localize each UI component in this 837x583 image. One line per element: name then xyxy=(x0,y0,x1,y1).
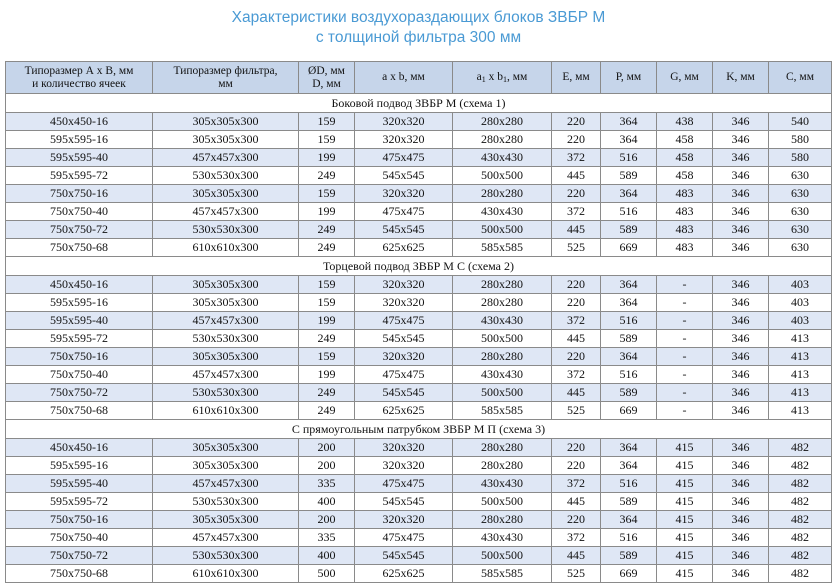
table-cell: 483 xyxy=(657,221,713,239)
table-cell: 346 xyxy=(713,384,769,402)
table-cell: 589 xyxy=(601,547,657,565)
table-cell: 500x500 xyxy=(453,547,552,565)
table-cell: 305x305x300 xyxy=(153,348,299,366)
table-cell: 482 xyxy=(769,547,832,565)
table-cell: 346 xyxy=(713,475,769,493)
table-cell: - xyxy=(657,330,713,348)
table-cell: 220 xyxy=(552,276,601,294)
table-cell: 199 xyxy=(299,366,355,384)
table-cell: 430x430 xyxy=(453,312,552,330)
table-cell: 475x475 xyxy=(355,312,453,330)
table-cell: 280x280 xyxy=(453,113,552,131)
table-cell: 625x625 xyxy=(355,239,453,257)
table-row xyxy=(6,131,832,149)
table-cell: 516 xyxy=(601,529,657,547)
header-filter-size: Типоразмер фильтра, мм xyxy=(153,62,299,94)
table-cell: 346 xyxy=(713,203,769,221)
table-cell: 482 xyxy=(769,457,832,475)
table-cell: 482 xyxy=(769,511,832,529)
table-cell: 430x430 xyxy=(453,475,552,493)
table-cell: 280x280 xyxy=(453,276,552,294)
table-row xyxy=(6,475,832,493)
header-diameter: ØD, мм D, мм xyxy=(299,62,355,94)
table-cell: 750x750-16 xyxy=(6,511,153,529)
table-cell: 159 xyxy=(299,185,355,203)
table-cell: 346 xyxy=(713,113,769,131)
table-cell: 249 xyxy=(299,221,355,239)
table-cell: 413 xyxy=(769,402,832,420)
table-cell: 625x625 xyxy=(355,402,453,420)
table-cell: 545x545 xyxy=(355,493,453,511)
table-cell: 415 xyxy=(657,457,713,475)
title-line-1: Характеристики воздухораздающих блоков ЗВБР М xyxy=(231,9,606,26)
spec-table xyxy=(5,61,832,583)
table-cell: 445 xyxy=(552,167,601,185)
table-cell: 483 xyxy=(657,239,713,257)
table-cell: 669 xyxy=(601,239,657,257)
table-cell: 372 xyxy=(552,529,601,547)
table-row xyxy=(6,149,832,167)
table-cell: 630 xyxy=(769,239,832,257)
table-cell: 335 xyxy=(299,475,355,493)
table-cell: 364 xyxy=(601,131,657,149)
table-cell: 457x457x300 xyxy=(153,366,299,384)
table-cell: 346 xyxy=(713,511,769,529)
table-cell: - xyxy=(657,366,713,384)
table-cell: 346 xyxy=(713,330,769,348)
table-cell: 364 xyxy=(601,457,657,475)
table-cell: 630 xyxy=(769,203,832,221)
table-cell: 530x530x300 xyxy=(153,493,299,511)
table-cell: 364 xyxy=(601,294,657,312)
table-cell: 500x500 xyxy=(453,221,552,239)
table-cell: 516 xyxy=(601,366,657,384)
table-cell: 372 xyxy=(552,203,601,221)
table-cell: 346 xyxy=(713,294,769,312)
section-title: С прямоугольным патрубком ЗВБР М П (схема 3) xyxy=(6,420,832,439)
table-cell: 305x305x300 xyxy=(153,276,299,294)
table-cell: 346 xyxy=(713,457,769,475)
table-cell: 220 xyxy=(552,294,601,312)
table-cell: 457x457x300 xyxy=(153,475,299,493)
header-g: G, мм xyxy=(657,62,713,94)
table-cell: 220 xyxy=(552,348,601,366)
table-cell: 482 xyxy=(769,439,832,457)
table-cell: 610x610x300 xyxy=(153,402,299,420)
table-cell: 458 xyxy=(657,149,713,167)
table-cell: 280x280 xyxy=(453,439,552,457)
table-cell: - xyxy=(657,384,713,402)
table-cell: 364 xyxy=(601,113,657,131)
table-cell: 438 xyxy=(657,113,713,131)
section-header-row xyxy=(6,94,832,113)
table-cell: 516 xyxy=(601,149,657,167)
table-cell: 415 xyxy=(657,475,713,493)
table-cell: 220 xyxy=(552,457,601,475)
table-cell: 346 xyxy=(713,402,769,420)
table-row xyxy=(6,113,832,131)
table-cell: 540 xyxy=(769,113,832,131)
table-cell: 750x750-16 xyxy=(6,185,153,203)
table-cell: 413 xyxy=(769,384,832,402)
table-cell: 483 xyxy=(657,203,713,221)
table-cell: 595x595-40 xyxy=(6,312,153,330)
table-cell: 445 xyxy=(552,493,601,511)
table-cell: 364 xyxy=(601,439,657,457)
table-cell: 545x545 xyxy=(355,167,453,185)
table-cell: 450x450-16 xyxy=(6,439,153,457)
table-cell: 320x320 xyxy=(355,511,453,529)
table-cell: 595x595-72 xyxy=(6,167,153,185)
table-cell: 320x320 xyxy=(355,457,453,475)
table-cell: 475x475 xyxy=(355,529,453,547)
table-cell: 482 xyxy=(769,493,832,511)
table-cell: 200 xyxy=(299,457,355,475)
table-cell: 413 xyxy=(769,330,832,348)
table-cell: 750x750-68 xyxy=(6,402,153,420)
table-cell: 457x457x300 xyxy=(153,149,299,167)
table-cell: 595x595-16 xyxy=(6,457,153,475)
table-cell: 610x610x300 xyxy=(153,239,299,257)
table-cell: 595x595-40 xyxy=(6,475,153,493)
table-cell: 346 xyxy=(713,348,769,366)
table-cell: 320x320 xyxy=(355,113,453,131)
table-cell: 500x500 xyxy=(453,493,552,511)
table-body xyxy=(6,94,832,583)
table-cell: 346 xyxy=(713,239,769,257)
table-cell: 249 xyxy=(299,239,355,257)
table-cell: 580 xyxy=(769,149,832,167)
table-cell: 625x625 xyxy=(355,565,453,583)
table-cell: 482 xyxy=(769,529,832,547)
table-cell: 630 xyxy=(769,221,832,239)
table-cell: 346 xyxy=(713,185,769,203)
table-cell: 457x457x300 xyxy=(153,203,299,221)
table-cell: 430x430 xyxy=(453,149,552,167)
header-k: K, мм xyxy=(713,62,769,94)
table-cell: 530x530x300 xyxy=(153,167,299,185)
table-cell: 403 xyxy=(769,312,832,330)
table-cell: 413 xyxy=(769,366,832,384)
table-row xyxy=(6,203,832,221)
table-cell: 280x280 xyxy=(453,294,552,312)
page-title xyxy=(0,8,837,48)
table-cell: 305x305x300 xyxy=(153,511,299,529)
table-cell: 159 xyxy=(299,113,355,131)
table-cell: 595x595-40 xyxy=(6,149,153,167)
table-row xyxy=(6,221,832,239)
header-e: E, мм xyxy=(552,62,601,94)
table-cell: 595x595-72 xyxy=(6,330,153,348)
table-cell: 199 xyxy=(299,203,355,221)
table-cell: 249 xyxy=(299,167,355,185)
table-cell: 430x430 xyxy=(453,529,552,547)
table-cell: 457x457x300 xyxy=(153,312,299,330)
table-cell: 530x530x300 xyxy=(153,384,299,402)
table-cell: 346 xyxy=(713,131,769,149)
table-cell: 400 xyxy=(299,547,355,565)
table-cell: 415 xyxy=(657,493,713,511)
table-cell: 415 xyxy=(657,529,713,547)
table-cell: 320x320 xyxy=(355,276,453,294)
table-cell: 335 xyxy=(299,529,355,547)
table-cell: 346 xyxy=(713,565,769,583)
table-cell: 220 xyxy=(552,439,601,457)
table-cell: 372 xyxy=(552,312,601,330)
table-cell: 346 xyxy=(713,439,769,457)
table-cell: 346 xyxy=(713,221,769,239)
table-row xyxy=(6,348,832,366)
table-cell: 346 xyxy=(713,149,769,167)
table-cell: 595x595-72 xyxy=(6,493,153,511)
table-cell: 305x305x300 xyxy=(153,113,299,131)
table-cell: 346 xyxy=(713,366,769,384)
table-cell: 320x320 xyxy=(355,131,453,149)
table-cell: 415 xyxy=(657,439,713,457)
table-cell: 372 xyxy=(552,475,601,493)
table-row xyxy=(6,185,832,203)
table-cell: 500x500 xyxy=(453,167,552,185)
table-cell: 199 xyxy=(299,312,355,330)
spec-table-container xyxy=(5,61,831,583)
table-cell: 305x305x300 xyxy=(153,439,299,457)
table-cell: 545x545 xyxy=(355,547,453,565)
table-cell: 750x750-68 xyxy=(6,239,153,257)
table-cell: 320x320 xyxy=(355,294,453,312)
table-cell: 346 xyxy=(713,167,769,185)
table-cell: 750x750-68 xyxy=(6,565,153,583)
header-c: C, мм xyxy=(769,62,832,94)
table-cell: 750x750-72 xyxy=(6,384,153,402)
table-cell: 200 xyxy=(299,511,355,529)
table-cell: 500 xyxy=(299,565,355,583)
table-cell: 249 xyxy=(299,330,355,348)
table-cell: 530x530x300 xyxy=(153,547,299,565)
table-row xyxy=(6,366,832,384)
table-cell: 475x475 xyxy=(355,366,453,384)
title-line-2: с толщиной фильтра 300 мм xyxy=(315,29,522,46)
table-cell: - xyxy=(657,276,713,294)
table-cell: 525 xyxy=(552,565,601,583)
table-cell: 220 xyxy=(552,185,601,203)
table-row xyxy=(6,565,832,583)
table-cell: 500x500 xyxy=(453,384,552,402)
table-cell: 525 xyxy=(552,402,601,420)
header-a1xb1: $a_1$ x $b_1$, мм xyxy=(453,62,552,94)
table-row xyxy=(6,457,832,475)
table-cell: 415 xyxy=(657,511,713,529)
table-cell: 475x475 xyxy=(355,203,453,221)
table-cell: 430x430 xyxy=(453,203,552,221)
table-cell: 364 xyxy=(601,185,657,203)
table-cell: - xyxy=(657,402,713,420)
table-cell: 457x457x300 xyxy=(153,529,299,547)
table-cell: 589 xyxy=(601,330,657,348)
table-cell: 750x750-16 xyxy=(6,348,153,366)
table-cell: 320x320 xyxy=(355,185,453,203)
table-cell: 280x280 xyxy=(453,131,552,149)
table-cell: 750x750-40 xyxy=(6,529,153,547)
table-cell: 280x280 xyxy=(453,185,552,203)
table-cell: 445 xyxy=(552,547,601,565)
table-cell: 305x305x300 xyxy=(153,457,299,475)
table-cell: 750x750-40 xyxy=(6,366,153,384)
table-cell: 346 xyxy=(713,312,769,330)
table-cell: 346 xyxy=(713,493,769,511)
table-cell: 669 xyxy=(601,402,657,420)
table-row xyxy=(6,439,832,457)
table-cell: 585x585 xyxy=(453,565,552,583)
table-row xyxy=(6,330,832,348)
table-cell: 199 xyxy=(299,149,355,167)
table-cell: 159 xyxy=(299,294,355,312)
table-cell: 450x450-16 xyxy=(6,113,153,131)
table-cell: 249 xyxy=(299,384,355,402)
table-cell: 159 xyxy=(299,348,355,366)
table-cell: 516 xyxy=(601,312,657,330)
table-row xyxy=(6,402,832,420)
table-row xyxy=(6,312,832,330)
table-cell: 545x545 xyxy=(355,330,453,348)
table-cell: 430x430 xyxy=(453,366,552,384)
table-cell: 589 xyxy=(601,493,657,511)
table-cell: 305x305x300 xyxy=(153,294,299,312)
table-row xyxy=(6,239,832,257)
table-cell: 320x320 xyxy=(355,439,453,457)
table-cell: 530x530x300 xyxy=(153,221,299,239)
table-cell: 280x280 xyxy=(453,457,552,475)
table-cell: 450x450-16 xyxy=(6,276,153,294)
table-cell: 159 xyxy=(299,276,355,294)
table-cell: 413 xyxy=(769,348,832,366)
table-cell: 159 xyxy=(299,131,355,149)
table-cell: 372 xyxy=(552,149,601,167)
table-cell: 445 xyxy=(552,384,601,402)
table-cell: 458 xyxy=(657,131,713,149)
section-header-row xyxy=(6,257,832,276)
table-cell: 750x750-72 xyxy=(6,221,153,239)
table-cell: 249 xyxy=(299,402,355,420)
table-row xyxy=(6,294,832,312)
table-cell: 580 xyxy=(769,131,832,149)
table-cell: 346 xyxy=(713,529,769,547)
section-title: Боковой подвод ЗВБР М (схема 1) xyxy=(6,94,832,113)
table-row xyxy=(6,167,832,185)
table-cell: 305x305x300 xyxy=(153,131,299,149)
header-axb: a x b, мм xyxy=(355,62,453,94)
table-row xyxy=(6,493,832,511)
table-cell: 415 xyxy=(657,547,713,565)
table-cell: 483 xyxy=(657,185,713,203)
table-cell: 585x585 xyxy=(453,239,552,257)
table-cell: 589 xyxy=(601,221,657,239)
table-cell: 630 xyxy=(769,185,832,203)
table-cell: 372 xyxy=(552,366,601,384)
table-cell: 545x545 xyxy=(355,384,453,402)
section-header-row xyxy=(6,420,832,439)
table-cell: 595x595-16 xyxy=(6,131,153,149)
table-cell: 445 xyxy=(552,330,601,348)
table-cell: - xyxy=(657,348,713,366)
header-size-count: Типоразмер А х В, мм и количество ячеек xyxy=(6,62,153,94)
table-cell: 595x595-16 xyxy=(6,294,153,312)
table-row xyxy=(6,276,832,294)
table-cell: 320x320 xyxy=(355,348,453,366)
table-cell: 589 xyxy=(601,167,657,185)
table-cell: 475x475 xyxy=(355,149,453,167)
table-cell: 364 xyxy=(601,276,657,294)
table-cell: 220 xyxy=(552,113,601,131)
table-cell: 500x500 xyxy=(453,330,552,348)
header-p: P, мм xyxy=(601,62,657,94)
table-cell: 482 xyxy=(769,475,832,493)
table-cell: 589 xyxy=(601,384,657,402)
table-cell: 415 xyxy=(657,565,713,583)
table-cell: 475x475 xyxy=(355,475,453,493)
table-cell: - xyxy=(657,294,713,312)
table-cell: 364 xyxy=(601,348,657,366)
table-cell: 530x530x300 xyxy=(153,330,299,348)
table-cell: 525 xyxy=(552,239,601,257)
table-row xyxy=(6,511,832,529)
table-cell: 516 xyxy=(601,475,657,493)
table-cell: 403 xyxy=(769,276,832,294)
table-cell: 305x305x300 xyxy=(153,185,299,203)
table-cell: 346 xyxy=(713,547,769,565)
table-cell: 364 xyxy=(601,511,657,529)
table-cell: 445 xyxy=(552,221,601,239)
section-title: Торцевой подвод ЗВБР М С (схема 2) xyxy=(6,257,832,276)
table-cell: 750x750-72 xyxy=(6,547,153,565)
table-cell: 220 xyxy=(552,511,601,529)
table-cell: 458 xyxy=(657,167,713,185)
table-row xyxy=(6,384,832,402)
table-cell: 750x750-40 xyxy=(6,203,153,221)
table-cell: 482 xyxy=(769,565,832,583)
table-row xyxy=(6,547,832,565)
table-cell: 280x280 xyxy=(453,348,552,366)
table-cell: 585x585 xyxy=(453,402,552,420)
table-cell: 545x545 xyxy=(355,221,453,239)
table-cell: 610x610x300 xyxy=(153,565,299,583)
table-cell: 403 xyxy=(769,294,832,312)
table-cell: 280x280 xyxy=(453,511,552,529)
table-cell: 200 xyxy=(299,439,355,457)
table-cell: 516 xyxy=(601,203,657,221)
table-cell: 400 xyxy=(299,493,355,511)
table-cell: 669 xyxy=(601,565,657,583)
table-row xyxy=(6,529,832,547)
table-cell: 346 xyxy=(713,276,769,294)
table-cell: 220 xyxy=(552,131,601,149)
table-header-row xyxy=(6,62,832,94)
table-cell: - xyxy=(657,312,713,330)
table-cell: 630 xyxy=(769,167,832,185)
